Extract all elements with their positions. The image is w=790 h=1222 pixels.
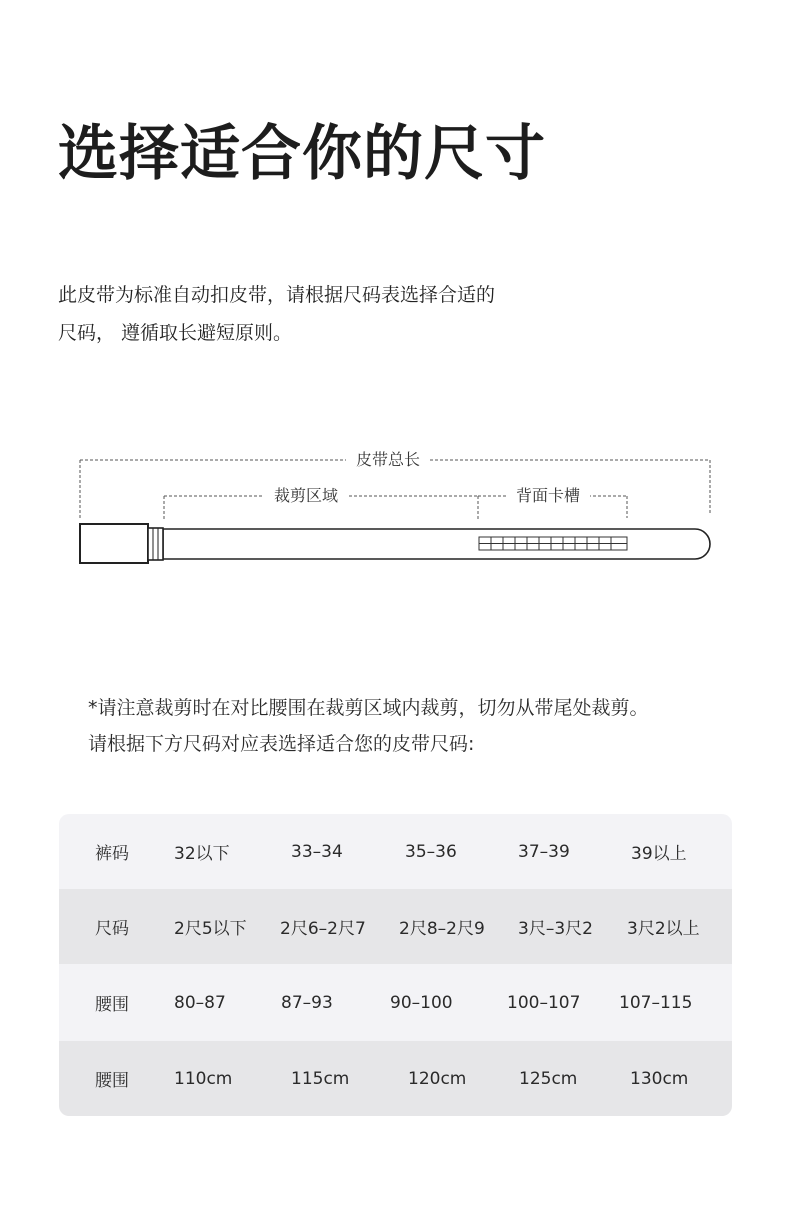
buckle-connector [148, 528, 163, 560]
table-cell: 3尺–3尺2 [518, 919, 593, 939]
table-cell: 2尺5以下 [174, 919, 247, 939]
table-row-header: 腰围 [95, 1071, 129, 1091]
note-line-1: *请注意裁剪时在对比腰围在裁剪区域内裁剪，切勿从带尾处裁剪。 [88, 697, 649, 719]
belt-diagram [0, 440, 790, 580]
table-cell: 32以下 [174, 844, 230, 864]
table-cell: 33–34 [291, 841, 343, 862]
table-row-chi-size [59, 889, 732, 964]
total-length-label: 皮带总长 [346, 449, 430, 471]
cutting-note [88, 690, 649, 762]
table-cell: 35–36 [405, 841, 457, 862]
table-cell: 37–39 [518, 841, 570, 862]
table-cell: 120cm [408, 1068, 467, 1089]
table-row-header: 裤码 [95, 844, 129, 864]
table-cell: 100–107 [507, 992, 581, 1013]
intro-text [58, 276, 495, 352]
table-cell: 80–87 [174, 992, 226, 1013]
intro-line-1: 此皮带为标准自动扣皮带，请根据尺码表选择合适的 [58, 284, 496, 306]
table-row-pants-size [59, 814, 732, 889]
table-row-waist [59, 964, 732, 1041]
table-row-belt-length [59, 1041, 732, 1116]
table-cell: 2尺8–2尺9 [399, 919, 485, 939]
table-cell: 39以上 [631, 844, 687, 864]
size-chart-table [59, 814, 732, 1116]
table-cell: 130cm [630, 1068, 689, 1089]
table-cell: 87–93 [281, 992, 333, 1013]
cut-zone-label: 裁剪区域 [264, 485, 348, 507]
intro-line-2: 尺码， 遵循取长避短原则。 [58, 322, 293, 344]
table-cell: 110cm [174, 1068, 233, 1089]
belt-strap [163, 529, 710, 559]
table-cell: 2尺6–2尺7 [280, 919, 366, 939]
table-cell: 125cm [519, 1068, 578, 1089]
note-line-2: 请根据下方尺码对应表选择适合您的皮带尺码: [88, 733, 475, 755]
table-row-header: 腰围 [95, 995, 129, 1015]
back-slot-label: 背面卡槽 [506, 485, 590, 507]
table-cell: 3尺2以上 [627, 919, 700, 939]
page-title: 选择适合你的尺寸 [58, 119, 546, 189]
table-cell: 107–115 [619, 992, 693, 1013]
table-row-header: 尺码 [95, 919, 129, 939]
table-cell: 90–100 [390, 992, 453, 1013]
belt-buckle [80, 524, 148, 563]
table-cell: 115cm [291, 1068, 350, 1089]
